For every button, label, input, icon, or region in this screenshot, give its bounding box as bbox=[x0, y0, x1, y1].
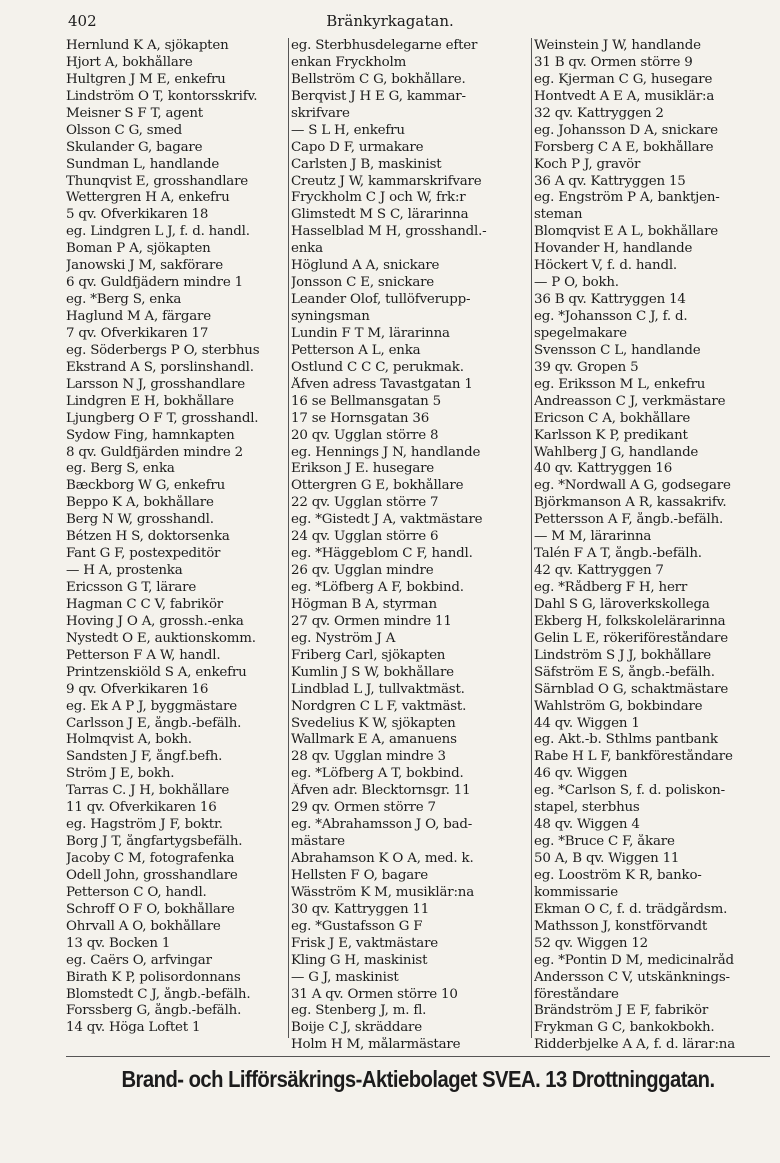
directory-entry: eg. Hennings J N, handlande bbox=[291, 444, 481, 460]
directory-entry: Höglund A A, snickare bbox=[291, 258, 440, 274]
directory-entry: Erikson J E. husegare bbox=[291, 461, 435, 477]
directory-entry: Skulander G, bagare bbox=[66, 139, 203, 155]
directory-entry: Petterson A L, enka bbox=[291, 342, 421, 358]
directory-columns bbox=[66, 38, 770, 1053]
directory-entry: eg. *Berg S, enka bbox=[66, 292, 182, 308]
directory-entry: Ekberg H, folkskolelärarinna bbox=[534, 613, 726, 629]
directory-entry: eg. Nyström J A bbox=[291, 630, 396, 646]
directory-entry: eg. Johansson D A, snickare bbox=[534, 122, 718, 138]
directory-entry: Kumlin J S W, bokhållare bbox=[291, 664, 454, 680]
directory-entry: Ridderbjelke A A, f. d. lärar:na bbox=[534, 1037, 736, 1053]
directory-entry: 48 qv. Wiggen 4 bbox=[534, 817, 640, 833]
directory-entry: Wallmark E A, amanuens bbox=[291, 732, 457, 748]
directory-entry: Hoving J O A, grossh.-enka bbox=[66, 613, 244, 629]
directory-entry: Haglund M A, färgare bbox=[66, 309, 211, 324]
directory-entry: Hjort A, bokhållare bbox=[66, 54, 193, 70]
directory-entry: Holm H M, målarmästare bbox=[291, 1037, 461, 1053]
directory-entry: Wettergren H A, enkefru bbox=[66, 190, 230, 206]
directory-entry: 14 qv. Höga Loftet 1 bbox=[66, 1020, 201, 1036]
directory-entry: 17 se Hornsgatan 36 bbox=[291, 410, 430, 426]
directory-entry: eg. *Rådberg F H, herr bbox=[534, 580, 688, 595]
directory-entry: — M M, lärarinna bbox=[534, 529, 652, 545]
directory-entry: 39 qv. Gropen 5 bbox=[534, 359, 639, 375]
directory-entry: Frykman G C, bankokbokh. bbox=[534, 1020, 715, 1036]
directory-entry: Wäsström K M, musiklär:na bbox=[291, 884, 474, 900]
directory-entry: Pettersson A F, ångb.-befälh. bbox=[534, 512, 724, 528]
directory-entry: enka bbox=[291, 241, 323, 257]
directory-entry: Andreasson C J, verkmästare bbox=[534, 393, 726, 409]
directory-entry: eg. Ek A P J, byggmästare bbox=[66, 698, 237, 714]
directory-entry: 40 qv. Kattryggen 16 bbox=[534, 461, 673, 477]
directory-entry: Ekstrand A S, porslinshandl. bbox=[66, 359, 254, 375]
directory-entry: — S L H, enkefru bbox=[291, 122, 405, 138]
directory-entry: 30 qv. Kattryggen 11 bbox=[291, 901, 430, 917]
directory-entry: 28 qv. Ugglan mindre 3 bbox=[291, 749, 446, 765]
directory-entry: eg. *Pontin D M, medicinalråd bbox=[534, 952, 734, 968]
directory-entry: eg. Akt.-b. Sthlms pantbank bbox=[534, 732, 718, 748]
directory-entry: eg. Caërs O, arfvingar bbox=[66, 952, 212, 968]
directory-entry: Olsson C G, smed bbox=[66, 122, 183, 138]
directory-entry: Björkmanson A R, kassakrifv. bbox=[534, 495, 727, 511]
directory-entry: Printzenskiöld S A, enkefru bbox=[66, 664, 247, 680]
directory-entry: Bellström C G, bokhållare. bbox=[291, 71, 466, 87]
directory-entry: eg. Engström P A, banktjen- bbox=[534, 190, 720, 206]
directory-entry: Creutz J W, kammarskrifvare bbox=[291, 173, 482, 189]
directory-entry: Ekman O C, f. d. trädgårdsm. bbox=[534, 901, 728, 917]
directory-entry: 16 se Bellmansgatan 5 bbox=[291, 393, 441, 409]
directory-entry: Friberg Carl, sjökapten bbox=[291, 647, 446, 663]
directory-entry: Boije C J, skräddare bbox=[291, 1020, 422, 1036]
directory-entry: Svedelius K W, sjökapten bbox=[291, 715, 456, 731]
directory-entry: Åfven adress Tavastgatan 1 bbox=[291, 376, 473, 392]
directory-entry: Säfström E S, ångb.-befälh. bbox=[534, 664, 715, 680]
directory-entry: eg. *Gistedt J A, vaktmästare bbox=[291, 512, 483, 528]
directory-entry: Frisk J E, vaktmästare bbox=[291, 935, 439, 951]
directory-entry: 11 qv. Öfverkikaren 16 bbox=[66, 800, 217, 816]
directory-entry: 42 qv. Kattryggen 7 bbox=[534, 563, 664, 579]
directory-entry: Blomstedt C J, ångb.-befälh. bbox=[66, 986, 251, 1002]
directory-column-1 bbox=[66, 38, 289, 1038]
directory-entry: Ljungberg O F T, grosshandl. bbox=[66, 410, 259, 426]
directory-entry: Rabe H L F, bankföreståndare bbox=[534, 749, 733, 765]
directory-entry: 29 qv. Ormen större 7 bbox=[291, 800, 436, 816]
directory-entry: Hellsten F O, bagare bbox=[291, 867, 428, 883]
directory-entry: Nordgren C L F, vaktmäst. bbox=[291, 698, 467, 714]
directory-entry: eg. Hagström J F, boktr. bbox=[66, 817, 223, 833]
directory-entry: 44 qv. Wiggen 1 bbox=[534, 715, 640, 731]
directory-entry: 9 qv. Öfverkikaren 16 bbox=[66, 681, 209, 697]
directory-entry: Hultgren J M E, enkefru bbox=[66, 71, 226, 87]
directory-entry: Weinstein J W, handlande bbox=[534, 38, 701, 53]
directory-entry: 20 qv. Ugglan större 8 bbox=[291, 427, 439, 443]
directory-entry: 31 A qv. Ormen större 10 bbox=[291, 986, 458, 1002]
page-title: Bränkyrkagatan. bbox=[326, 12, 454, 30]
directory-entry: enkan Fryckholm bbox=[291, 54, 407, 70]
directory-entry: Carlsten J B, maskinist bbox=[291, 156, 442, 172]
directory-entry: eg. *Löfberg A F, bokbind. bbox=[291, 580, 464, 595]
directory-entry: Abrahamson K O A, med. k. bbox=[291, 851, 474, 866]
directory-entry: — H A, prostenka bbox=[66, 563, 183, 579]
directory-entry: eg. Kjerman C G, husegare bbox=[534, 71, 713, 87]
directory-entry: Boman P A, sjökapten bbox=[66, 241, 211, 257]
directory-entry: 22 qv. Ugglan större 7 bbox=[291, 495, 439, 511]
directory-entry: Lindström O T, kontorsskrifv. bbox=[66, 88, 258, 104]
directory-entry: Tarras C. J H, bokhållare bbox=[66, 783, 230, 799]
directory-entry: Dahl S G, läroverkskollega bbox=[534, 596, 710, 612]
directory-entry: 24 qv. Ugglan större 6 bbox=[291, 529, 439, 545]
page-header bbox=[0, 0, 780, 36]
directory-entry: Wahlberg J G, handlande bbox=[534, 444, 699, 460]
directory-entry: Carlsson J E, ångb.-befälh. bbox=[66, 715, 242, 731]
directory-entry: eg. *Johansson C J, f. d. bbox=[534, 309, 688, 324]
directory-entry: Ericson C A, bokhållare bbox=[534, 410, 691, 426]
directory-entry: Kling G H, maskinist bbox=[291, 952, 428, 968]
directory-entry: eg. *Löfberg A T, bokbind. bbox=[291, 766, 464, 782]
directory-entry: Lindström S J J, bokhållare bbox=[534, 647, 712, 663]
directory-entry: eg. Stenberg J, m. fl. bbox=[291, 1003, 427, 1019]
directory-entry: Berqvist J H E G, kammar- bbox=[291, 88, 466, 104]
directory-entry: eg. Söderbergs P O, sterbhus bbox=[66, 342, 260, 358]
directory-entry: 6 qv. Guldfjädern mindre 1 bbox=[66, 275, 243, 291]
directory-entry: Andersson C V, utskänknings- bbox=[534, 969, 730, 985]
directory-entry: eg. Berg S, enka bbox=[66, 461, 175, 477]
directory-entry: Högman B A, styrman bbox=[291, 596, 437, 612]
page-number: 402 bbox=[68, 12, 97, 30]
directory-entry: föreståndare bbox=[534, 986, 619, 1002]
directory-entry: Bæckborg W G, enkefru bbox=[66, 478, 226, 494]
directory-entry: Lindgren E H, bokhållare bbox=[66, 393, 234, 409]
directory-entry: eg. Lindgren L J, f. d. handl. bbox=[66, 224, 250, 240]
directory-entry: kommissarie bbox=[534, 884, 618, 900]
directory-entry: Brändström J E F, fabrikör bbox=[534, 1003, 709, 1019]
directory-entry: Jacoby C M, fotografenka bbox=[66, 851, 235, 866]
directory-entry: Capo D F, urmakare bbox=[291, 139, 424, 155]
directory-entry: Höckert V, f. d. handl. bbox=[534, 258, 677, 274]
directory-entry: Öhrvall A O, bokhållare bbox=[66, 918, 221, 934]
directory-entry: 27 qv. Ormen mindre 11 bbox=[291, 613, 452, 629]
directory-entry: Schroff O F O, bokhållare bbox=[66, 901, 235, 917]
directory-entry: spegelmakare bbox=[534, 325, 627, 341]
directory-entry: Gelin L E, rökeriföreståndare bbox=[534, 630, 728, 646]
directory-entry: Ström J E, bokh. bbox=[66, 766, 175, 782]
directory-entry: Särnblad O G, schaktmästare bbox=[534, 681, 729, 697]
directory-entry: Sandsten J F, ångf.befh. bbox=[66, 749, 223, 765]
directory-entry: 8 qv. Guldfjärden mindre 2 bbox=[66, 444, 243, 460]
directory-entry: Svensson C L, handlande bbox=[534, 342, 701, 358]
footer-divider bbox=[66, 1056, 770, 1057]
directory-entry: eg. Looström K R, banko- bbox=[534, 867, 702, 883]
directory-entry: Jonsson C E, snickare bbox=[291, 275, 435, 291]
directory-entry: Bétzen H S, doktorsenka bbox=[66, 529, 230, 545]
directory-entry: Sydow Fing, hamnkapten bbox=[66, 427, 235, 443]
directory-column-2 bbox=[291, 38, 532, 1053]
directory-entry: 36 B qv. Kattryggen 14 bbox=[534, 292, 686, 308]
directory-entry: eg. *Häggeblom C F, handl. bbox=[291, 546, 473, 562]
directory-entry: Mathsson J, konstförvandt bbox=[534, 918, 708, 934]
directory-entry: — P O, bokh. bbox=[534, 275, 619, 291]
directory-entry: Petterson F A W, handl. bbox=[66, 647, 221, 663]
directory-entry: 31 B qv. Ormen större 9 bbox=[534, 54, 693, 70]
directory-entry: — G J, maskinist bbox=[291, 969, 399, 985]
directory-entry: eg. *Bruce C F, åkare bbox=[534, 834, 675, 850]
directory-entry: Sundman L, handlande bbox=[66, 156, 220, 172]
directory-entry: Östlund C C C, perukmak. bbox=[291, 359, 464, 375]
directory-entry: eg. Sterbhusdelegarne efter bbox=[291, 38, 478, 53]
directory-entry: Ericsson G T, lärare bbox=[66, 580, 197, 595]
directory-entry: Hernlund K A, sjökapten bbox=[66, 38, 229, 53]
directory-entry: Ottergren G E, bokhållare bbox=[291, 478, 464, 494]
directory-entry: stapel, sterbhus bbox=[534, 800, 640, 816]
directory-entry: 13 qv. Bocken 1 bbox=[66, 935, 171, 951]
directory-entry: Thunqvist E, grosshandlare bbox=[66, 173, 248, 189]
directory-entry: Leander Olof, tullöfverupp- bbox=[291, 292, 471, 308]
directory-entry: Forssberg G, ångb.-befälh. bbox=[66, 1003, 242, 1019]
directory-entry: Wahlström G, bokbindare bbox=[534, 698, 703, 714]
directory-entry: steman bbox=[534, 207, 583, 223]
directory-entry: 26 qv. Ugglan mindre bbox=[291, 563, 434, 579]
directory-entry: Borg J T, ångfartygsbefälh. bbox=[66, 834, 243, 850]
directory-entry: Odell John, grosshandlare bbox=[66, 867, 238, 883]
directory-entry: mästare bbox=[291, 834, 345, 850]
directory-entry: Fant G F, postexpeditör bbox=[66, 546, 221, 562]
directory-entry: Blomqvist E A L, bokhållare bbox=[534, 224, 719, 240]
directory-entry: Beppo K A, bokhållare bbox=[66, 495, 214, 511]
directory-entry: Nystedt O E, auktionskomm. bbox=[66, 630, 256, 646]
directory-entry: Lindblad L J, tullvaktmäst. bbox=[291, 681, 465, 697]
directory-entry: 52 qv. Wiggen 12 bbox=[534, 935, 648, 951]
directory-entry: Äfven adr. Blecktornsgr. 11 bbox=[291, 783, 471, 799]
directory-entry: Janowski J M, sakförare bbox=[66, 258, 223, 274]
directory-entry: Hontvedt A E A, musiklär:a bbox=[534, 88, 715, 104]
directory-entry: Holmqvist A, bokh. bbox=[66, 732, 192, 748]
directory-entry: 36 A qv. Kattryggen 15 bbox=[534, 173, 686, 189]
directory-column-3 bbox=[534, 38, 770, 1053]
directory-entry: eg. *Nordwall A G, godsegare bbox=[534, 478, 731, 494]
directory-entry: skrifvare bbox=[291, 105, 350, 121]
directory-entry: Lundin F T M, lärarinna bbox=[291, 325, 450, 341]
directory-entry: eg. Eriksson M L, enkefru bbox=[534, 376, 706, 392]
directory-entry: Birath K P, polisordonnans bbox=[66, 969, 241, 985]
directory-entry: Hovander H, handlande bbox=[534, 241, 693, 257]
directory-entry: Talén F A T, ångb.-befälh. bbox=[534, 546, 702, 562]
footer-advertisement: Brand- och Lifförsäkrings-Aktiebolaget SVEA. 13 Drottninggatan. bbox=[121, 1066, 715, 1092]
directory-entry: 46 qv. Wiggen bbox=[534, 766, 628, 782]
directory-entry: 5 qv. Öfverkikaren 18 bbox=[66, 207, 209, 223]
directory-entry: Forsberg C A E, bokhållare bbox=[534, 139, 714, 155]
directory-entry: Hagman C C V, fabrikör bbox=[66, 596, 224, 612]
directory-entry: 7 qv. Öfverkikaren 17 bbox=[66, 325, 209, 341]
directory-entry: Petterson C O, handl. bbox=[66, 884, 207, 900]
directory-entry: eg. *Carlson S, f. d. poliskon- bbox=[534, 783, 725, 799]
directory-entry: Hasselblad M H, grosshandl.- bbox=[291, 224, 487, 240]
directory-entry: syningsman bbox=[291, 309, 370, 324]
directory-entry: 50 A, B qv. Wiggen 11 bbox=[534, 851, 680, 866]
directory-entry: Karlsson K P, predikant bbox=[534, 427, 688, 443]
directory-entry: eg. *Gustafsson G F bbox=[291, 918, 423, 934]
directory-entry: Berg N W, grosshandl. bbox=[66, 512, 214, 528]
directory-entry: Meisner S F T, agent bbox=[66, 105, 203, 121]
directory-entry: 32 qv. Kattryggen 2 bbox=[534, 105, 664, 121]
directory-entry: Glimstedt M S C, lärarinna bbox=[291, 207, 469, 223]
directory-entry: Fryckholm C J och W, frk:r bbox=[291, 190, 466, 206]
directory-entry: Larsson N J, grosshandlare bbox=[66, 376, 246, 392]
directory-entry: Koch P J, gravör bbox=[534, 156, 641, 172]
directory-entry: eg. *Abrahamsson J O, bad- bbox=[291, 817, 473, 833]
